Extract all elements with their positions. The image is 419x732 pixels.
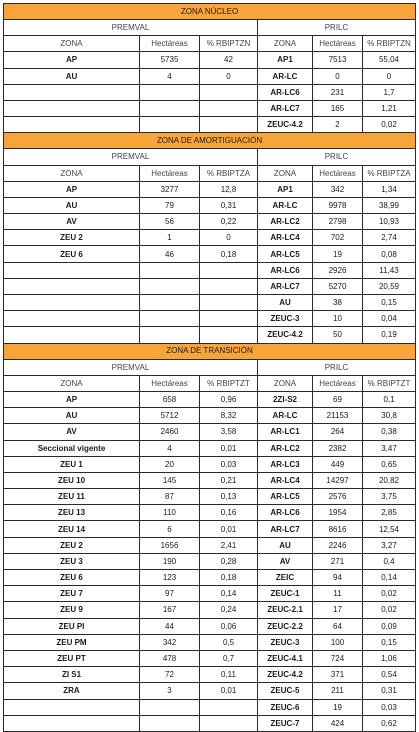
zone-left-cell: AV bbox=[4, 214, 140, 230]
zone-left-cell: ZEU 13 bbox=[4, 505, 140, 521]
zone-left-cell: ZEU 14 bbox=[4, 521, 140, 537]
zone-right-cell: AR-LC6 bbox=[258, 84, 313, 100]
column-header-l-pct: % RBIPTZA bbox=[200, 165, 258, 181]
table-row bbox=[4, 424, 416, 440]
zone-header-row bbox=[4, 133, 416, 149]
percent-right-cell: 0 bbox=[363, 68, 416, 84]
percent-left-cell: 0,21 bbox=[200, 472, 258, 488]
zone-left-cell: Seccional vigente bbox=[4, 440, 140, 456]
column-header-l-zona: ZONA bbox=[4, 36, 140, 52]
zone-left-cell: ZEU 6 bbox=[4, 246, 140, 262]
zone-left-cell: AP bbox=[4, 391, 140, 407]
hectares-left-cell bbox=[140, 295, 200, 311]
zone-left-cell bbox=[4, 262, 140, 278]
table-row bbox=[4, 715, 416, 731]
percent-right-cell: 0,1 bbox=[363, 391, 416, 407]
zone-left-cell bbox=[4, 699, 140, 715]
percent-left-cell: 0,18 bbox=[200, 570, 258, 586]
hectares-right-cell: 449 bbox=[313, 456, 363, 472]
table-row bbox=[4, 489, 416, 505]
percent-right-cell: 1,21 bbox=[363, 100, 416, 116]
percent-left-cell: 0,24 bbox=[200, 602, 258, 618]
table-row bbox=[4, 683, 416, 699]
zone-left-cell: AP bbox=[4, 52, 140, 68]
column-header-row bbox=[4, 375, 416, 391]
zone-right-cell: AR-LC5 bbox=[258, 246, 313, 262]
table-row bbox=[4, 472, 416, 488]
zone-left-cell: AU bbox=[4, 197, 140, 213]
hectares-right-cell: 702 bbox=[313, 230, 363, 246]
zone-right-cell: AR-LC6 bbox=[258, 262, 313, 278]
table-row bbox=[4, 246, 416, 262]
zone-right-cell: ZEUC-4.2 bbox=[258, 327, 313, 343]
table-row bbox=[4, 456, 416, 472]
percent-right-cell: 38,99 bbox=[363, 197, 416, 213]
zone-header-row bbox=[4, 4, 416, 20]
plan-title-left: PREMVAL bbox=[4, 149, 258, 165]
plan-title-right: PRILC bbox=[258, 359, 416, 375]
zoning-table bbox=[3, 3, 416, 732]
hectares-right-cell: 38 bbox=[313, 295, 363, 311]
zone-right-cell: ZEUC-7 bbox=[258, 715, 313, 731]
column-header-l-zona: ZONA bbox=[4, 375, 140, 391]
hectares-right-cell: 11 bbox=[313, 586, 363, 602]
zone-left-cell bbox=[4, 84, 140, 100]
hectares-right-cell: 14297 bbox=[313, 472, 363, 488]
percent-left-cell: 42 bbox=[200, 52, 258, 68]
percent-right-cell: 0,31 bbox=[363, 683, 416, 699]
percent-left-cell bbox=[200, 715, 258, 731]
hectares-right-cell: 211 bbox=[313, 683, 363, 699]
percent-left-cell: 0,28 bbox=[200, 553, 258, 569]
table-row bbox=[4, 230, 416, 246]
hectares-left-cell: 20 bbox=[140, 456, 200, 472]
hectares-right-cell: 271 bbox=[313, 553, 363, 569]
column-header-r-zona: ZONA bbox=[258, 375, 313, 391]
column-header-r-ha: Hectáreas bbox=[313, 36, 363, 52]
percent-right-cell: 55,04 bbox=[363, 52, 416, 68]
table-row bbox=[4, 68, 416, 84]
zone-left-cell bbox=[4, 715, 140, 731]
zone-title: ZONA NÚCLEO bbox=[4, 4, 416, 20]
table-row bbox=[4, 634, 416, 650]
percent-left-cell bbox=[200, 295, 258, 311]
percent-left-cell bbox=[200, 327, 258, 343]
hectares-right-cell: 17 bbox=[313, 602, 363, 618]
zone-left-cell bbox=[4, 117, 140, 133]
zone-right-cell: AR-LC4 bbox=[258, 230, 313, 246]
table-row bbox=[4, 84, 416, 100]
table-row bbox=[4, 197, 416, 213]
zone-right-cell: ZEIC bbox=[258, 570, 313, 586]
table-row bbox=[4, 100, 416, 116]
hectares-right-cell: 342 bbox=[313, 181, 363, 197]
percent-right-cell: 1,7 bbox=[363, 84, 416, 100]
hectares-right-cell: 64 bbox=[313, 618, 363, 634]
zone-right-cell: AR-LC5 bbox=[258, 489, 313, 505]
zone-right-cell: AR-LC7 bbox=[258, 100, 313, 116]
percent-right-cell: 2,85 bbox=[363, 505, 416, 521]
percent-right-cell: 12,54 bbox=[363, 521, 416, 537]
hectares-right-cell: 2382 bbox=[313, 440, 363, 456]
zone-right-cell: ZEUC-3 bbox=[258, 311, 313, 327]
hectares-left-cell: 4 bbox=[140, 68, 200, 84]
hectares-left-cell: 3277 bbox=[140, 181, 200, 197]
hectares-right-cell: 10 bbox=[313, 311, 363, 327]
hectares-left-cell: 478 bbox=[140, 650, 200, 666]
hectares-right-cell: 69 bbox=[313, 391, 363, 407]
hectares-left-cell bbox=[140, 699, 200, 715]
hectares-left-cell: 167 bbox=[140, 602, 200, 618]
percent-left-cell: 0,03 bbox=[200, 456, 258, 472]
hectares-right-cell: 94 bbox=[313, 570, 363, 586]
percent-left-cell: 0,14 bbox=[200, 586, 258, 602]
table-row bbox=[4, 262, 416, 278]
plan-title-right: PRILC bbox=[258, 20, 416, 36]
zone-left-cell: ZEU 2 bbox=[4, 537, 140, 553]
zone-right-cell: ZEUC-2.1 bbox=[258, 602, 313, 618]
table-row bbox=[4, 537, 416, 553]
hectares-left-cell: 87 bbox=[140, 489, 200, 505]
table-row bbox=[4, 295, 416, 311]
zone-right-cell: AR-LC7 bbox=[258, 521, 313, 537]
hectares-left-cell bbox=[140, 100, 200, 116]
hectares-left-cell: 56 bbox=[140, 214, 200, 230]
hectares-right-cell: 264 bbox=[313, 424, 363, 440]
hectares-left-cell bbox=[140, 311, 200, 327]
percent-right-cell: 0,08 bbox=[363, 246, 416, 262]
column-header-r-pct: % RBIPTZA bbox=[363, 165, 416, 181]
hectares-right-cell: 19 bbox=[313, 246, 363, 262]
percent-left-cell: 0,18 bbox=[200, 246, 258, 262]
table-row bbox=[4, 117, 416, 133]
zone-left-cell: ZEU PM bbox=[4, 634, 140, 650]
percent-left-cell bbox=[200, 262, 258, 278]
percent-right-cell: 30,8 bbox=[363, 408, 416, 424]
hectares-left-cell: 342 bbox=[140, 634, 200, 650]
percent-right-cell: 0,65 bbox=[363, 456, 416, 472]
zone-left-cell: ZEU PI bbox=[4, 618, 140, 634]
hectares-left-cell: 110 bbox=[140, 505, 200, 521]
hectares-right-cell: 50 bbox=[313, 327, 363, 343]
percent-left-cell: 0,01 bbox=[200, 521, 258, 537]
zone-right-cell: ZEUC-1 bbox=[258, 586, 313, 602]
percent-right-cell: 0,19 bbox=[363, 327, 416, 343]
zone-right-cell: AV bbox=[258, 553, 313, 569]
zone-right-cell: AP1 bbox=[258, 181, 313, 197]
plan-title-left: PREMVAL bbox=[4, 359, 258, 375]
percent-right-cell: 0,14 bbox=[363, 570, 416, 586]
percent-left-cell bbox=[200, 117, 258, 133]
table-row bbox=[4, 311, 416, 327]
percent-left-cell: 0,22 bbox=[200, 214, 258, 230]
zone-right-cell: AU bbox=[258, 537, 313, 553]
percent-right-cell: 1,06 bbox=[363, 650, 416, 666]
hectares-right-cell: 2246 bbox=[313, 537, 363, 553]
table-row bbox=[4, 699, 416, 715]
hectares-left-cell: 1656 bbox=[140, 537, 200, 553]
zone-left-cell: ZEU 9 bbox=[4, 602, 140, 618]
column-header-r-zona: ZONA bbox=[258, 165, 313, 181]
hectares-left-cell: 46 bbox=[140, 246, 200, 262]
hectares-right-cell: 5270 bbox=[313, 278, 363, 294]
zone-left-cell bbox=[4, 295, 140, 311]
hectares-right-cell: 9978 bbox=[313, 197, 363, 213]
percent-right-cell: 2,74 bbox=[363, 230, 416, 246]
percent-left-cell: 0,16 bbox=[200, 505, 258, 521]
percent-right-cell: 3,27 bbox=[363, 537, 416, 553]
table-row bbox=[4, 570, 416, 586]
column-header-r-ha: Hectáreas bbox=[313, 165, 363, 181]
zone-left-cell: ZEU 7 bbox=[4, 586, 140, 602]
hectares-left-cell: 5735 bbox=[140, 52, 200, 68]
percent-left-cell: 12,8 bbox=[200, 181, 258, 197]
table-row bbox=[4, 521, 416, 537]
hectares-right-cell: 165 bbox=[313, 100, 363, 116]
hectares-left-cell: 97 bbox=[140, 586, 200, 602]
zone-right-cell: AR-LC bbox=[258, 197, 313, 213]
zone-left-cell: ZEU 3 bbox=[4, 553, 140, 569]
percent-left-cell: 0,5 bbox=[200, 634, 258, 650]
plan-header-row bbox=[4, 149, 416, 165]
column-header-r-ha: Hectáreas bbox=[313, 375, 363, 391]
zoning-table-container bbox=[3, 3, 415, 732]
column-header-r-pct: % RBIPTZT bbox=[363, 375, 416, 391]
hectares-left-cell: 2460 bbox=[140, 424, 200, 440]
hectares-right-cell: 724 bbox=[313, 650, 363, 666]
zone-right-cell: ZEUC-4.2 bbox=[258, 117, 313, 133]
percent-right-cell: 0,02 bbox=[363, 602, 416, 618]
hectares-left-cell: 72 bbox=[140, 667, 200, 683]
table-row bbox=[4, 391, 416, 407]
hectares-left-cell bbox=[140, 84, 200, 100]
table-row bbox=[4, 278, 416, 294]
table-row bbox=[4, 650, 416, 666]
hectares-left-cell: 1 bbox=[140, 230, 200, 246]
plan-header-row bbox=[4, 359, 416, 375]
hectares-right-cell: 7513 bbox=[313, 52, 363, 68]
percent-right-cell: 0,04 bbox=[363, 311, 416, 327]
column-header-row bbox=[4, 36, 416, 52]
hectares-right-cell: 371 bbox=[313, 667, 363, 683]
hectares-right-cell: 21153 bbox=[313, 408, 363, 424]
percent-left-cell: 0,31 bbox=[200, 197, 258, 213]
zone-right-cell: AR-LC7 bbox=[258, 278, 313, 294]
zone-right-cell: AR-LC2 bbox=[258, 440, 313, 456]
zone-title: ZONA DE AMORTIGUACIÓN bbox=[4, 133, 416, 149]
zone-right-cell: ZEUC-4.1 bbox=[258, 650, 313, 666]
zone-left-cell: AU bbox=[4, 408, 140, 424]
percent-right-cell: 0,54 bbox=[363, 667, 416, 683]
hectares-left-cell bbox=[140, 327, 200, 343]
zone-left-cell: ZEU 1 bbox=[4, 456, 140, 472]
zone-right-cell: ZEUC-5 bbox=[258, 683, 313, 699]
zone-right-cell: AR-LC bbox=[258, 68, 313, 84]
hectares-right-cell: 19 bbox=[313, 699, 363, 715]
percent-left-cell bbox=[200, 699, 258, 715]
hectares-right-cell: 2 bbox=[313, 117, 363, 133]
zone-title: ZONA DE TRANSICIÓN bbox=[4, 343, 416, 359]
hectares-right-cell: 8616 bbox=[313, 521, 363, 537]
table-row bbox=[4, 602, 416, 618]
hectares-right-cell: 0 bbox=[313, 68, 363, 84]
hectares-left-cell bbox=[140, 117, 200, 133]
table-row bbox=[4, 181, 416, 197]
table-row bbox=[4, 505, 416, 521]
zone-left-cell: AP bbox=[4, 181, 140, 197]
percent-left-cell bbox=[200, 311, 258, 327]
percent-right-cell: 11,43 bbox=[363, 262, 416, 278]
zone-right-cell: ZEUC-2.2 bbox=[258, 618, 313, 634]
percent-left-cell: 0,7 bbox=[200, 650, 258, 666]
zone-header-row bbox=[4, 343, 416, 359]
column-header-l-ha: Hectáreas bbox=[140, 165, 200, 181]
zone-right-cell: ZEUC-6 bbox=[258, 699, 313, 715]
percent-right-cell: 20,59 bbox=[363, 278, 416, 294]
hectares-left-cell: 190 bbox=[140, 553, 200, 569]
column-header-l-pct: % RBIPTZN bbox=[200, 36, 258, 52]
hectares-left-cell: 44 bbox=[140, 618, 200, 634]
percent-left-cell: 8,32 bbox=[200, 408, 258, 424]
column-header-l-ha: Hectáreas bbox=[140, 36, 200, 52]
zone-left-cell: AV bbox=[4, 424, 140, 440]
percent-left-cell: 0,11 bbox=[200, 667, 258, 683]
percent-right-cell: 0,02 bbox=[363, 117, 416, 133]
percent-left-cell: 0 bbox=[200, 68, 258, 84]
percent-right-cell: 0,09 bbox=[363, 618, 416, 634]
zone-right-cell: AR-LC bbox=[258, 408, 313, 424]
percent-right-cell: 20,82 bbox=[363, 472, 416, 488]
plan-title-right: PRILC bbox=[258, 149, 416, 165]
plan-header-row bbox=[4, 20, 416, 36]
percent-left-cell bbox=[200, 100, 258, 116]
column-header-l-pct: % RBIPTZT bbox=[200, 375, 258, 391]
table-row bbox=[4, 586, 416, 602]
percent-right-cell: 0,4 bbox=[363, 553, 416, 569]
zone-left-cell bbox=[4, 311, 140, 327]
percent-right-cell: 10,93 bbox=[363, 214, 416, 230]
hectares-left-cell: 5712 bbox=[140, 408, 200, 424]
percent-left-cell: 0,01 bbox=[200, 683, 258, 699]
zone-right-cell: AR-LC4 bbox=[258, 472, 313, 488]
column-header-r-pct: % RBIPTZN bbox=[363, 36, 416, 52]
table-row bbox=[4, 667, 416, 683]
zone-right-cell: AR-LC2 bbox=[258, 214, 313, 230]
percent-left-cell: 3,58 bbox=[200, 424, 258, 440]
plan-title-left: PREMVAL bbox=[4, 20, 258, 36]
percent-right-cell: 0,02 bbox=[363, 586, 416, 602]
percent-left-cell bbox=[200, 278, 258, 294]
zone-right-cell: ZEUC-3 bbox=[258, 634, 313, 650]
percent-right-cell: 0,15 bbox=[363, 295, 416, 311]
zone-right-cell: AR-LC3 bbox=[258, 456, 313, 472]
hectares-left-cell: 145 bbox=[140, 472, 200, 488]
percent-left-cell: 0,96 bbox=[200, 391, 258, 407]
hectares-left-cell: 3 bbox=[140, 683, 200, 699]
zone-left-cell: ZI S1 bbox=[4, 667, 140, 683]
zone-left-cell: ZEU 10 bbox=[4, 472, 140, 488]
zone-right-cell: AR-LC6 bbox=[258, 505, 313, 521]
zone-right-cell: AU bbox=[258, 295, 313, 311]
hectares-left-cell bbox=[140, 262, 200, 278]
percent-right-cell: 1,34 bbox=[363, 181, 416, 197]
zone-left-cell: ZEU 2 bbox=[4, 230, 140, 246]
zone-right-cell: ZEUC-4.2 bbox=[258, 667, 313, 683]
hectares-right-cell: 2576 bbox=[313, 489, 363, 505]
hectares-right-cell: 100 bbox=[313, 634, 363, 650]
zone-right-cell: AR-LC1 bbox=[258, 424, 313, 440]
zone-left-cell: ZEU 11 bbox=[4, 489, 140, 505]
hectares-left-cell: 79 bbox=[140, 197, 200, 213]
table-row bbox=[4, 440, 416, 456]
column-header-r-zona: ZONA bbox=[258, 36, 313, 52]
hectares-left-cell: 4 bbox=[140, 440, 200, 456]
zone-left-cell: ZEU PT bbox=[4, 650, 140, 666]
hectares-left-cell: 658 bbox=[140, 391, 200, 407]
column-header-row bbox=[4, 165, 416, 181]
percent-left-cell: 2,41 bbox=[200, 537, 258, 553]
hectares-left-cell: 123 bbox=[140, 570, 200, 586]
hectares-right-cell: 2798 bbox=[313, 214, 363, 230]
percent-right-cell: 3,47 bbox=[363, 440, 416, 456]
table-row bbox=[4, 52, 416, 68]
zone-left-cell bbox=[4, 327, 140, 343]
hectares-right-cell: 424 bbox=[313, 715, 363, 731]
zone-right-cell: AP1 bbox=[258, 52, 313, 68]
percent-right-cell: 0,15 bbox=[363, 634, 416, 650]
zone-left-cell bbox=[4, 278, 140, 294]
table-row bbox=[4, 327, 416, 343]
table-row bbox=[4, 618, 416, 634]
percent-right-cell: 0,38 bbox=[363, 424, 416, 440]
zone-left-cell: AU bbox=[4, 68, 140, 84]
percent-left-cell: 0,06 bbox=[200, 618, 258, 634]
hectares-right-cell: 231 bbox=[313, 84, 363, 100]
hectares-right-cell: 1954 bbox=[313, 505, 363, 521]
percent-right-cell: 0,03 bbox=[363, 699, 416, 715]
hectares-left-cell: 6 bbox=[140, 521, 200, 537]
percent-left-cell bbox=[200, 84, 258, 100]
hectares-left-cell bbox=[140, 715, 200, 731]
percent-left-cell: 0,01 bbox=[200, 440, 258, 456]
zone-left-cell: ZRA bbox=[4, 683, 140, 699]
table-row bbox=[4, 408, 416, 424]
zone-right-cell: 2ZI-S2 bbox=[258, 391, 313, 407]
zone-left-cell: ZEU 6 bbox=[4, 570, 140, 586]
hectares-right-cell: 2926 bbox=[313, 262, 363, 278]
percent-left-cell: 0 bbox=[200, 230, 258, 246]
percent-right-cell: 3,75 bbox=[363, 489, 416, 505]
column-header-l-ha: Hectáreas bbox=[140, 375, 200, 391]
percent-left-cell: 0,13 bbox=[200, 489, 258, 505]
table-row bbox=[4, 553, 416, 569]
column-header-l-zona: ZONA bbox=[4, 165, 140, 181]
zone-left-cell bbox=[4, 100, 140, 116]
percent-right-cell: 0,62 bbox=[363, 715, 416, 731]
hectares-left-cell bbox=[140, 278, 200, 294]
table-row bbox=[4, 214, 416, 230]
